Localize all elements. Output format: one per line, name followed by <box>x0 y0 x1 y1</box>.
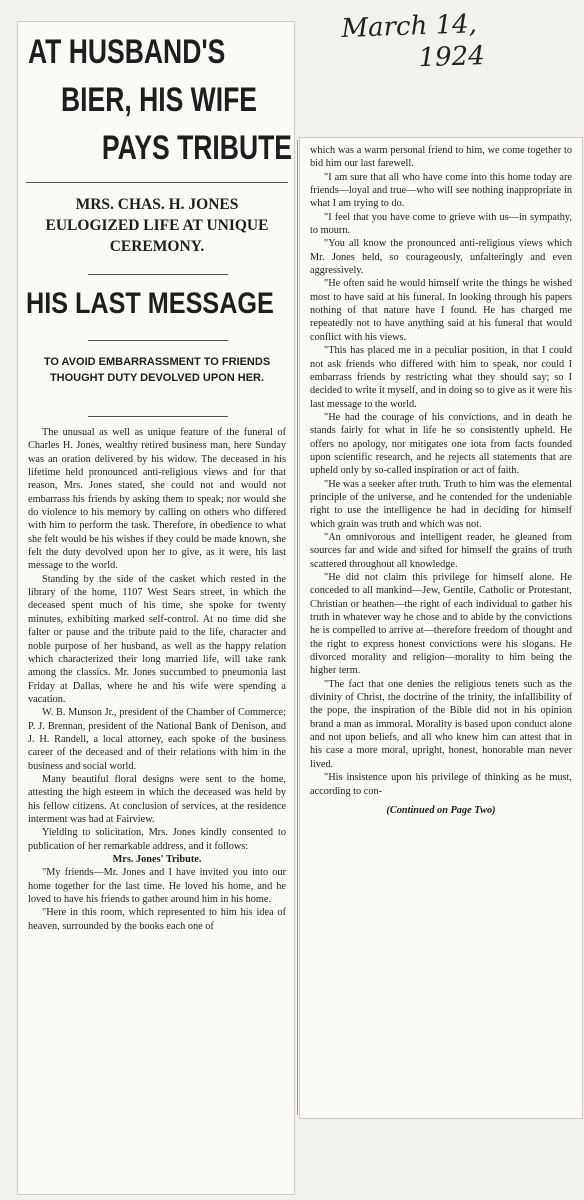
clipping-right-column <box>300 138 582 1118</box>
paragraph: "I am sure that all who have come into this home today are friends—loyal and true—who will see nothing inappropriate in what I am trying to do. <box>310 171 572 210</box>
paragraph: "You all know the pronounced anti-religious views which Mr. Jones held, so courageously, unfalteringly and even aggressively. <box>310 238 572 277</box>
article-body-right <box>310 144 572 817</box>
paragraph: "His insistence upon his privilege of thinking as he must, according to con- <box>310 772 572 797</box>
article-body-left <box>28 426 286 933</box>
paragraph: which was a warm personal friend to him, we come together to bid him our last farewell. <box>310 145 572 170</box>
paragraph: "An omnivorous and intelligent reader, he gleaned from sources far and wide and sifted for himself the grains of truth scattered throughout all knowledge. <box>310 531 572 570</box>
paragraph: Standing by the side of the casket which rested in the library of the home, 1107 West Sears street, in which the deceased spent much of his time, she spoke for twenty minutes, exhibiting marked self-control. At no time did she falter or pause and the tribute paid to the life, character and noble purpose of her husband, as well as the happy relation which characterized their long married life, will take rank among the classics. Mr. Jones succumbed to pneumonia last Friday at Dallas, where he and his wife were spending a vacation. <box>28 573 286 705</box>
clipping-left-column <box>18 22 294 1194</box>
continued-notice: (Continued on Page Two) <box>386 804 496 816</box>
headline-line: BIER, HIS WIFE <box>61 81 257 119</box>
divider <box>88 274 228 275</box>
paragraph: "He was a seeker after truth. Truth to him was the elemental principle of the universe, and he contended for the undeniable right to use the intelligence he had in deciding for himself which grain was truth and which was not. <box>310 478 572 530</box>
paragraph: "He often said he would himself write the things he wished most to have said at his funeral. In looking through his papers nothing of that nature have I found. He has charged me repeatedly not to have anything said at his funeral that would conflict with his views. <box>310 278 572 343</box>
paragraph: "My friends—Mr. Jones and I have invited you into our home together for the last time. He loved his home, and he loved to have his friends to gather around him in his home. <box>28 867 286 906</box>
paragraph: "This has placed me in a peculiar position, in that I could not ask friends who differed with him to speak, nor could I embarrass friends by restricting what they should say; so I decided to write it myself, and in doing so to give as it were his last message to the world. <box>310 345 572 410</box>
column-divider <box>297 140 298 1115</box>
paragraph: The unusual as well as unique feature of the funeral of Charles H. Jones, wealthy retired business man, here Sunday was an oration delivered by his widow. The deceased in his lifetime held pronounced anti-religious views and for that reason, Mrs. Jones stated, she could not and would not embarrass his friends by asking them to speak; nor would she do violence to his memory by calling on others who differed with him to perform the task. Therefore, in obedience to what she felt would be his wishes if they could be made known, she felt the duty devolved upon her to give, as it were, his last message to the world. <box>28 427 286 572</box>
tribute-subhead: Mrs. Jones' Tribute. <box>112 854 202 865</box>
headline-two: HIS LAST MESSAGE <box>26 287 274 320</box>
headline-line: PAYS TRIBUTE <box>101 129 293 167</box>
paragraph: "The fact that one denies the religious tenets such as the divinity of Christ, the doctrine of the trinity, the infallibility of the pope, the inspiration of the Bible did not in his opinion brand a man as immoral. Morality is based upon conduct alone and not upon beliefs, and all who knew him can attest that in his case a more moral, upright, honest, honorable man never lived. <box>310 678 572 770</box>
paragraph: "He had the courage of his convictions, and in death he stands fairly for what in life he so consistently upheld. He offers no apology, nor mitigates one iota from facts founded upon scientific research, and he rejects all statements that are upheld only by so-called inspiration or act of faith. <box>310 411 572 477</box>
deck-two: TO AVOID EMBARRASSMENT TO FRIENDS THOUGHT DUTY DEVOLVED UPON HER. <box>43 356 271 384</box>
deck-one: MRS. CHAS. H. JONES EULOGIZED LIFE AT UNIQUE CEREMONY. <box>45 196 269 255</box>
divider <box>88 416 228 417</box>
paragraph: Many beautiful floral designs were sent to the home, attesting the high esteem in which the deceased was held by his fellow citizens. At conclusion of services, at the residence interment was had at Fairview. <box>28 773 286 825</box>
paragraph: Yielding to solicitation, Mrs. Jones kindly consented to publication of her remarkable address, and it follows: <box>28 827 286 852</box>
paragraph: "Here in this room, which represented to him his idea of heaven, surrounded by the books each one of <box>28 907 286 932</box>
headline-line: AT HUSBAND'S <box>28 33 226 71</box>
handwritten-date-note <box>341 7 513 77</box>
divider <box>88 340 228 341</box>
date-note-line: 1924 <box>418 41 486 74</box>
paragraph: "I feel that you have come to grieve with us—in sympathy, to mourn. <box>310 211 572 237</box>
divider <box>26 182 288 183</box>
date-note-line: March 14, <box>340 9 478 44</box>
paragraph: "He did not claim this privilege for himself alone. He conceded to all mankind—Jew, Gentile, Catholic or Protestant, Christian or heathen—the right of each individual to gather his truth in whatever way he chose and to abide by the convictions he is compelled to arrive at—therefore freedom of thought and the right to express honest convictions were his slogans. He divorced morality and religion—morality to him being the higher term. <box>310 572 572 677</box>
paragraph: W. B. Munson Jr., president of the Chamber of Commerce; P. J. Brennan, president of the National Bank of Denison, and J. H. Randell, a local attorney, each spoke of the business career of the deceased and of their relations with him in the business and social world. <box>28 707 286 772</box>
